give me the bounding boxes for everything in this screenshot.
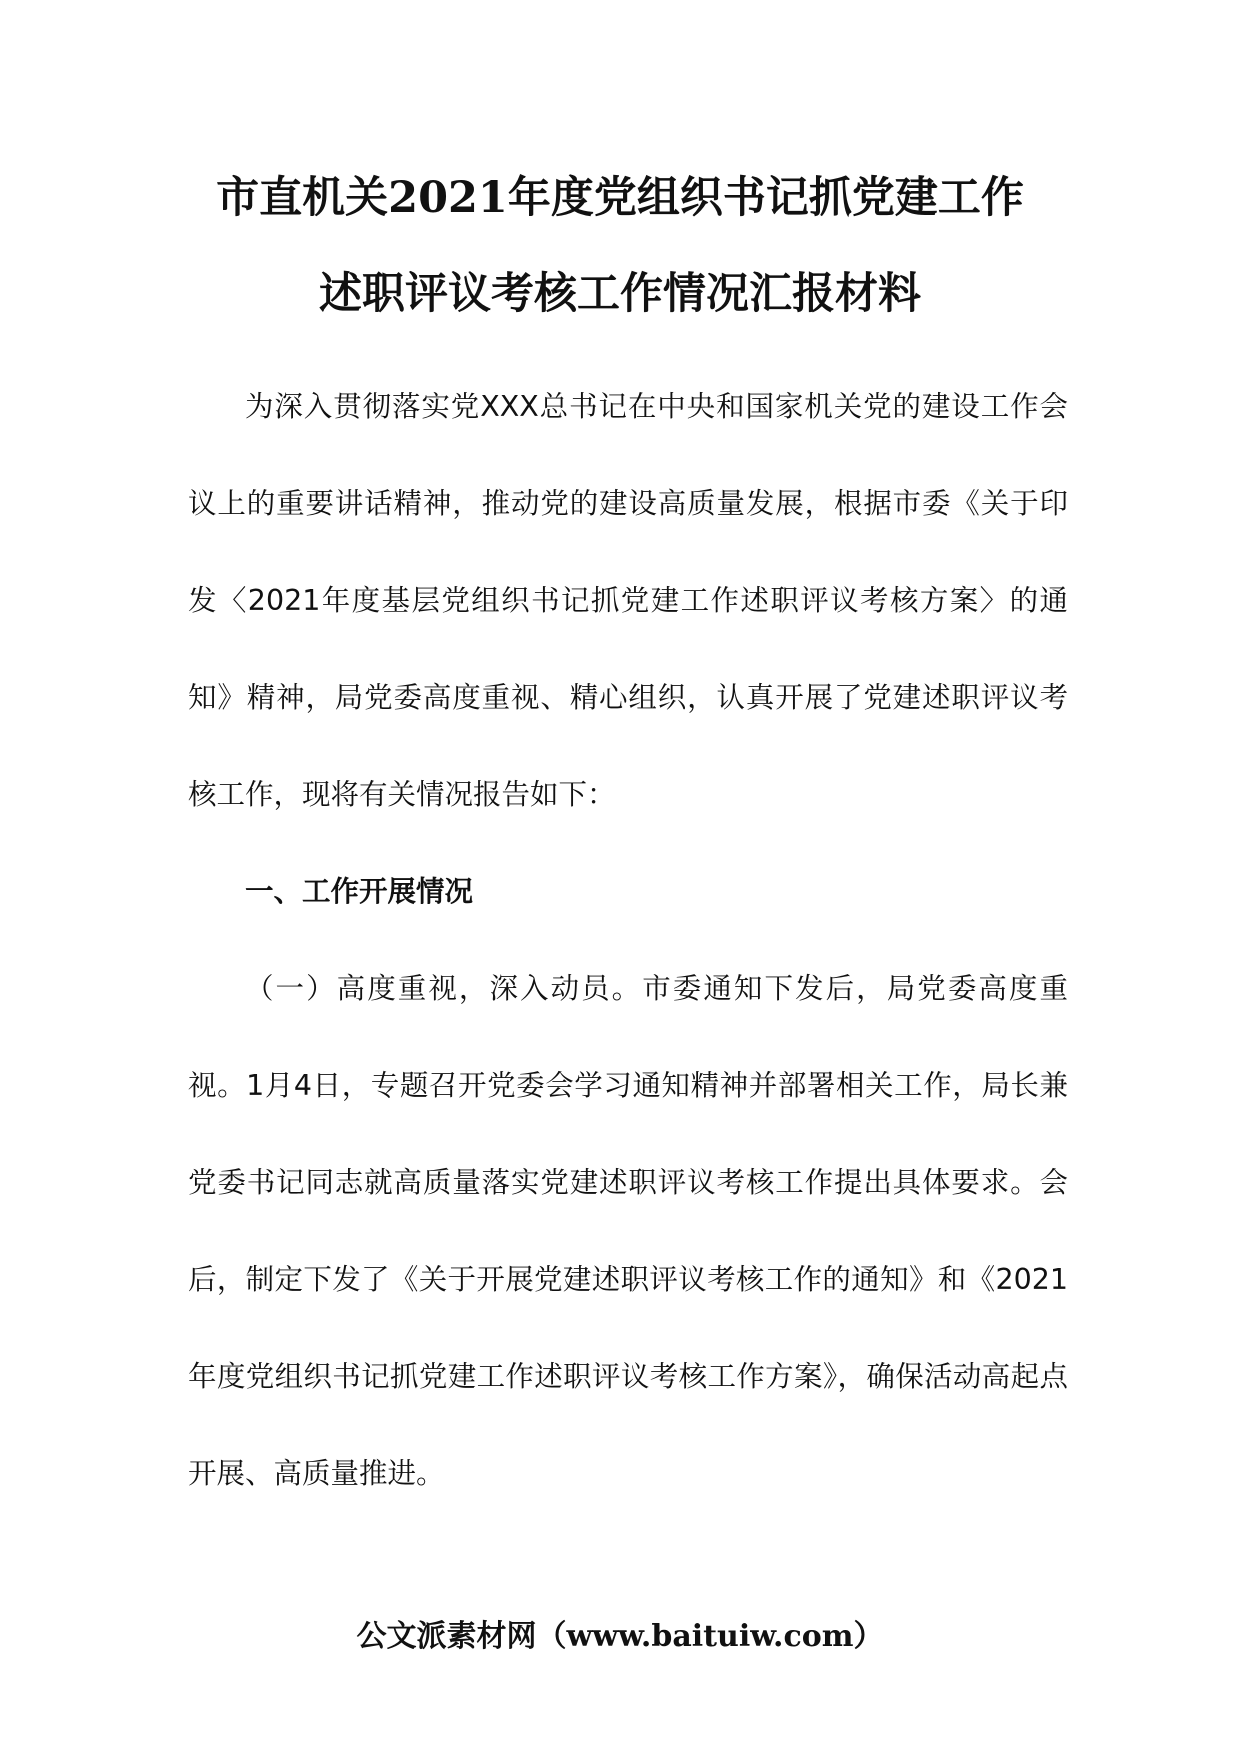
document-body [188, 358, 1068, 1522]
intro-paragraph: 为深入贯彻落实党XXX总书记在中央和国家机关党的建设工作会议上的重要讲话精神，推动党的建设高质量发展，根据市委《关于印发〈2021年度基层党组织书记抓党建工作述职评议考核方案〉的通知》精神，局党委高度重视、精心组织，认真开展了党建述职评议考核工作，现将有关情况报告如下： [188, 390, 1068, 811]
document-title-line-2: 述职评议考核工作情况汇报材料 [319, 269, 921, 319]
footer-source: 公文派素材网（www.baituiw.com） [356, 1619, 884, 1654]
section-paragraph: （一）高度重视，深入动员。市委通知下发后，局党委高度重视。1月4日，专题召开党委会学习通知精神并部署相关工作，局长兼党委书记同志就高质量落实党建述职评议考核工作提出具体要求。会后，制定下发了《关于开展党建述职评议考核工作的通知》和《2021年度党组织书记抓党建工作述职评议考核工作方案》，确保活动高起点开展、高质量推进。 [188, 972, 1068, 1490]
section-heading: 一、工作开展情况 [245, 875, 474, 908]
document-title-line-1: 市直机关2021年度党组织书记抓党建工作 [216, 173, 1024, 223]
